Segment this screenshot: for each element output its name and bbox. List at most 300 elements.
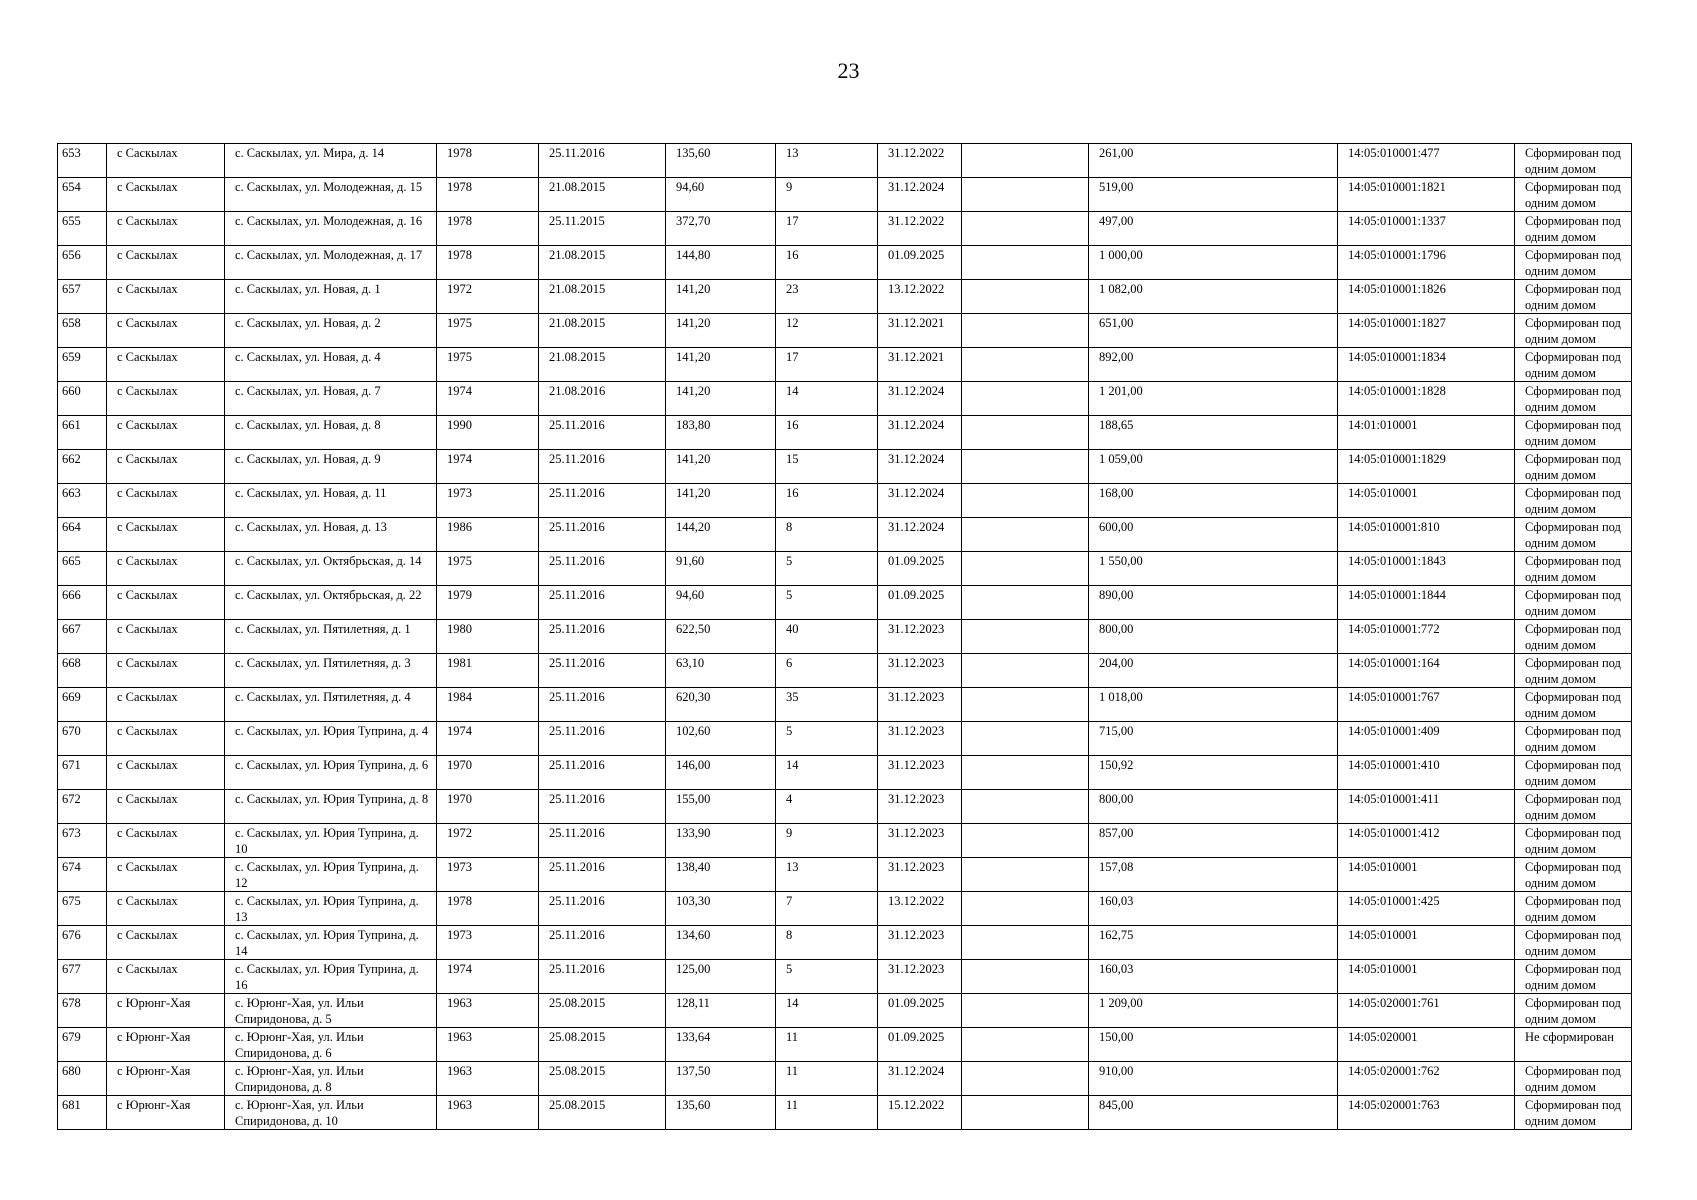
cadastral-number-cell: 14:05:010001 [1338,858,1515,892]
area-cell: 141,20 [666,280,776,314]
residents-cell: 5 [776,586,878,620]
address-cell: с. Саскылах, ул. Молодежная, д. 17 [225,246,437,280]
build-year-cell: 1972 [437,280,539,314]
deadline-cell: 31.12.2021 [878,314,962,348]
deadline-cell: 31.12.2023 [878,824,962,858]
residents-cell: 16 [776,484,878,518]
empty-cell [962,1096,1089,1130]
area-cell: 622,50 [666,620,776,654]
area-cell: 146,00 [666,756,776,790]
table-row [58,722,1632,756]
table-row [58,246,1632,280]
residents-cell: 15 [776,450,878,484]
land-status-cell: Сформирован под одним домом [1515,144,1632,178]
date-cell: 25.11.2016 [539,654,666,688]
land-status-cell: Сформирован под одним домом [1515,416,1632,450]
settlement-cell: с Саскылах [107,722,225,756]
row-number-cell: 666 [58,586,107,620]
cadastral-number-cell: 14:05:010001:477 [1338,144,1515,178]
table-row [58,212,1632,246]
row-number-cell: 653 [58,144,107,178]
land-status-cell: Сформирован под одним домом [1515,484,1632,518]
empty-cell [962,382,1089,416]
row-number-cell: 670 [58,722,107,756]
land-area-cell: 1 000,00 [1089,246,1338,280]
row-number-cell: 658 [58,314,107,348]
land-status-cell: Сформирован под одним домом [1515,858,1632,892]
address-cell: с. Юрюнг-Хая, ул. Ильи Спиридонова, д. 6 [225,1028,437,1062]
date-cell: 25.11.2016 [539,892,666,926]
deadline-cell: 01.09.2025 [878,552,962,586]
residents-cell: 13 [776,144,878,178]
date-cell: 25.11.2016 [539,586,666,620]
date-cell: 25.11.2016 [539,858,666,892]
residents-cell: 12 [776,314,878,348]
deadline-cell: 31.12.2024 [878,518,962,552]
deadline-cell: 31.12.2024 [878,1062,962,1096]
date-cell: 25.11.2016 [539,960,666,994]
row-number-cell: 655 [58,212,107,246]
address-cell: с. Саскылах, ул. Юрия Туприна, д. 12 [225,858,437,892]
cadastral-number-cell: 14:05:010001:1829 [1338,450,1515,484]
land-status-cell: Сформирован под одним домом [1515,212,1632,246]
row-number-cell: 668 [58,654,107,688]
table-row [58,144,1632,178]
deadline-cell: 31.12.2023 [878,756,962,790]
land-area-cell: 800,00 [1089,620,1338,654]
empty-cell [962,178,1089,212]
land-area-cell: 519,00 [1089,178,1338,212]
settlement-cell: с Саскылах [107,246,225,280]
address-cell: с. Саскылах, ул. Юрия Туприна, д. 16 [225,960,437,994]
build-year-cell: 1978 [437,212,539,246]
area-cell: 141,20 [666,348,776,382]
empty-cell [962,892,1089,926]
date-cell: 25.08.2015 [539,1096,666,1130]
row-number-cell: 671 [58,756,107,790]
settlement-cell: с Саскылах [107,314,225,348]
deadline-cell: 31.12.2023 [878,688,962,722]
date-cell: 25.11.2016 [539,688,666,722]
empty-cell [962,722,1089,756]
deadline-cell: 31.12.2022 [878,144,962,178]
build-year-cell: 1975 [437,348,539,382]
build-year-cell: 1975 [437,314,539,348]
row-number-cell: 681 [58,1096,107,1130]
area-cell: 135,60 [666,144,776,178]
table-row [58,790,1632,824]
settlement-cell: с Саскылах [107,926,225,960]
settlement-cell: с Саскылах [107,484,225,518]
empty-cell [962,1062,1089,1096]
build-year-cell: 1978 [437,246,539,280]
deadline-cell: 31.12.2021 [878,348,962,382]
row-number-cell: 676 [58,926,107,960]
settlement-cell: с Саскылах [107,654,225,688]
row-number-cell: 665 [58,552,107,586]
residents-cell: 11 [776,1062,878,1096]
empty-cell [962,756,1089,790]
table-row [58,654,1632,688]
area-cell: 94,60 [666,178,776,212]
empty-cell [962,348,1089,382]
cadastral-number-cell: 14:05:010001:1796 [1338,246,1515,280]
land-status-cell: Сформирован под одним домом [1515,824,1632,858]
empty-cell [962,926,1089,960]
land-area-cell: 1 082,00 [1089,280,1338,314]
residents-cell: 8 [776,926,878,960]
address-cell: с. Саскылах, ул. Мира, д. 14 [225,144,437,178]
settlement-cell: с Саскылах [107,552,225,586]
date-cell: 25.08.2015 [539,1028,666,1062]
table-row [58,178,1632,212]
empty-cell [962,994,1089,1028]
area-cell: 103,30 [666,892,776,926]
residents-cell: 16 [776,246,878,280]
page-number: 23 [837,58,860,83]
build-year-cell: 1975 [437,552,539,586]
build-year-cell: 1979 [437,586,539,620]
land-area-cell: 261,00 [1089,144,1338,178]
empty-cell [962,620,1089,654]
land-area-cell: 497,00 [1089,212,1338,246]
settlement-cell: с Саскылах [107,756,225,790]
land-area-cell: 1 550,00 [1089,552,1338,586]
date-cell: 25.08.2015 [539,1062,666,1096]
row-number-cell: 680 [58,1062,107,1096]
row-number-cell: 661 [58,416,107,450]
deadline-cell: 31.12.2024 [878,178,962,212]
cadastral-number-cell: 14:05:020001 [1338,1028,1515,1062]
date-cell: 25.11.2016 [539,756,666,790]
settlement-cell: с Саскылах [107,620,225,654]
land-status-cell: Сформирован под одним домом [1515,926,1632,960]
build-year-cell: 1974 [437,382,539,416]
land-status-cell: Сформирован под одним домом [1515,348,1632,382]
deadline-cell: 31.12.2023 [878,654,962,688]
deadline-cell: 01.09.2025 [878,246,962,280]
residents-cell: 40 [776,620,878,654]
table-row [58,450,1632,484]
row-number-cell: 677 [58,960,107,994]
settlement-cell: с Юрюнг-Хая [107,1062,225,1096]
row-number-cell: 656 [58,246,107,280]
residents-cell: 7 [776,892,878,926]
address-cell: с. Саскылах, ул. Молодежная, д. 16 [225,212,437,246]
empty-cell [962,824,1089,858]
build-year-cell: 1981 [437,654,539,688]
land-area-cell: 800,00 [1089,790,1338,824]
residents-cell: 14 [776,382,878,416]
build-year-cell: 1978 [437,178,539,212]
area-cell: 102,60 [666,722,776,756]
date-cell: 25.11.2016 [539,416,666,450]
build-year-cell: 1973 [437,484,539,518]
land-area-cell: 651,00 [1089,314,1338,348]
area-cell: 133,90 [666,824,776,858]
cadastral-number-cell: 14:05:010001 [1338,926,1515,960]
land-area-cell: 600,00 [1089,518,1338,552]
build-year-cell: 1990 [437,416,539,450]
address-cell: с. Юрюнг-Хая, ул. Ильи Спиридонова, д. 10 [225,1096,437,1130]
area-cell: 141,20 [666,314,776,348]
area-cell: 63,10 [666,654,776,688]
empty-cell [962,586,1089,620]
table-row [58,314,1632,348]
empty-cell [962,1028,1089,1062]
date-cell: 25.11.2015 [539,212,666,246]
cadastral-number-cell: 14:05:020001:761 [1338,994,1515,1028]
land-area-cell: 157,08 [1089,858,1338,892]
cadastral-number-cell: 14:05:010001:412 [1338,824,1515,858]
deadline-cell: 13.12.2022 [878,892,962,926]
row-number-cell: 679 [58,1028,107,1062]
land-status-cell: Сформирован под одним домом [1515,620,1632,654]
residents-cell: 8 [776,518,878,552]
date-cell: 25.11.2016 [539,926,666,960]
settlement-cell: с Саскылах [107,280,225,314]
land-status-cell: Сформирован под одним домом [1515,960,1632,994]
land-area-cell: 892,00 [1089,348,1338,382]
date-cell: 25.11.2016 [539,790,666,824]
area-cell: 372,70 [666,212,776,246]
cadastral-number-cell: 14:05:010001:1821 [1338,178,1515,212]
land-status-cell: Сформирован под одним домом [1515,178,1632,212]
cadastral-number-cell: 14:05:010001:1844 [1338,586,1515,620]
deadline-cell: 31.12.2023 [878,960,962,994]
build-year-cell: 1978 [437,144,539,178]
row-number-cell: 675 [58,892,107,926]
row-number-cell: 667 [58,620,107,654]
cadastral-number-cell: 14:05:010001:1337 [1338,212,1515,246]
deadline-cell: 31.12.2023 [878,722,962,756]
address-cell: с. Саскылах, ул. Октябрьская, д. 22 [225,586,437,620]
residents-cell: 23 [776,280,878,314]
area-cell: 134,60 [666,926,776,960]
date-cell: 21.08.2015 [539,246,666,280]
deadline-cell: 31.12.2023 [878,620,962,654]
table-row [58,586,1632,620]
build-year-cell: 1984 [437,688,539,722]
deadline-cell: 31.12.2023 [878,858,962,892]
empty-cell [962,518,1089,552]
residents-cell: 9 [776,178,878,212]
land-status-cell: Сформирован под одним домом [1515,892,1632,926]
area-cell: 620,30 [666,688,776,722]
cadastral-number-cell: 14:05:010001:410 [1338,756,1515,790]
residents-cell: 11 [776,1096,878,1130]
residents-cell: 11 [776,1028,878,1062]
address-cell: с. Саскылах, ул. Новая, д. 9 [225,450,437,484]
build-year-cell: 1970 [437,790,539,824]
date-cell: 25.11.2016 [539,824,666,858]
cadastral-number-cell: 14:05:010001:164 [1338,654,1515,688]
residents-cell: 35 [776,688,878,722]
table-row [58,382,1632,416]
area-cell: 155,00 [666,790,776,824]
settlement-cell: с Саскылах [107,144,225,178]
build-year-cell: 1963 [437,1096,539,1130]
build-year-cell: 1970 [437,756,539,790]
empty-cell [962,688,1089,722]
date-cell: 25.11.2016 [539,144,666,178]
settlement-cell: с Саскылах [107,382,225,416]
settlement-cell: с Юрюнг-Хая [107,1028,225,1062]
table-row [58,1028,1632,1062]
address-cell: с. Саскылах, ул. Новая, д. 1 [225,280,437,314]
cadastral-number-cell: 14:05:010001:1826 [1338,280,1515,314]
row-number-cell: 678 [58,994,107,1028]
address-cell: с. Саскылах, ул. Молодежная, д. 15 [225,178,437,212]
residents-cell: 6 [776,654,878,688]
land-area-cell: 188,65 [1089,416,1338,450]
area-cell: 133,64 [666,1028,776,1062]
row-number-cell: 674 [58,858,107,892]
address-cell: с. Саскылах, ул. Пятилетняя, д. 1 [225,620,437,654]
row-number-cell: 663 [58,484,107,518]
address-cell: с. Саскылах, ул. Новая, д. 4 [225,348,437,382]
settlement-cell: с Саскылах [107,790,225,824]
deadline-cell: 31.12.2022 [878,212,962,246]
residents-cell: 16 [776,416,878,450]
area-cell: 144,80 [666,246,776,280]
table-row [58,1096,1632,1130]
address-cell: с. Саскылах, ул. Новая, д. 8 [225,416,437,450]
deadline-cell: 01.09.2025 [878,994,962,1028]
area-cell: 141,20 [666,382,776,416]
address-cell: с. Саскылах, ул. Пятилетняя, д. 3 [225,654,437,688]
land-status-cell: Сформирован под одним домом [1515,654,1632,688]
land-area-cell: 1 059,00 [1089,450,1338,484]
land-area-cell: 160,03 [1089,892,1338,926]
empty-cell [962,314,1089,348]
settlement-cell: с Саскылах [107,824,225,858]
cadastral-number-cell: 14:05:010001:1827 [1338,314,1515,348]
address-cell: с. Саскылах, ул. Юрия Туприна, д. 14 [225,926,437,960]
residents-cell: 5 [776,722,878,756]
build-year-cell: 1974 [437,450,539,484]
area-cell: 138,40 [666,858,776,892]
table-row [58,484,1632,518]
residents-cell: 9 [776,824,878,858]
residents-cell: 5 [776,552,878,586]
land-status-cell: Сформирован под одним домом [1515,280,1632,314]
land-status-cell: Не сформирован [1515,1028,1632,1062]
address-cell: с. Юрюнг-Хая, ул. Ильи Спиридонова, д. 5 [225,994,437,1028]
table-row [58,960,1632,994]
address-cell: с. Саскылах, ул. Юрия Туприна, д. 10 [225,824,437,858]
build-year-cell: 1972 [437,824,539,858]
table-row [58,926,1632,960]
date-cell: 21.08.2015 [539,178,666,212]
land-area-cell: 910,00 [1089,1062,1338,1096]
land-area-cell: 150,92 [1089,756,1338,790]
land-area-cell: 1 209,00 [1089,994,1338,1028]
cadastral-number-cell: 14:05:020001:762 [1338,1062,1515,1096]
build-year-cell: 1974 [437,960,539,994]
table-row [58,518,1632,552]
table-row [58,824,1632,858]
empty-cell [962,144,1089,178]
settlement-cell: с Саскылах [107,518,225,552]
cadastral-number-cell: 14:05:010001:409 [1338,722,1515,756]
area-cell: 91,60 [666,552,776,586]
build-year-cell: 1963 [437,1028,539,1062]
settlement-cell: с Саскылах [107,450,225,484]
build-year-cell: 1963 [437,994,539,1028]
deadline-cell: 31.12.2024 [878,382,962,416]
table-row [58,892,1632,926]
cadastral-number-cell: 14:05:020001:763 [1338,1096,1515,1130]
settlement-cell: с Юрюнг-Хая [107,1096,225,1130]
empty-cell [962,416,1089,450]
land-area-cell: 715,00 [1089,722,1338,756]
deadline-cell: 31.12.2023 [878,790,962,824]
row-number-cell: 673 [58,824,107,858]
land-area-cell: 890,00 [1089,586,1338,620]
cadastral-number-cell: 14:05:010001:1834 [1338,348,1515,382]
date-cell: 25.11.2016 [539,722,666,756]
settlement-cell: с Саскылах [107,178,225,212]
date-cell: 25.11.2016 [539,484,666,518]
deadline-cell: 01.09.2025 [878,586,962,620]
settlement-cell: с Саскылах [107,586,225,620]
cadastral-number-cell: 14:05:010001:425 [1338,892,1515,926]
address-cell: с. Саскылах, ул. Юрия Туприна, д. 6 [225,756,437,790]
area-cell: 135,60 [666,1096,776,1130]
land-status-cell: Сформирован под одним домом [1515,552,1632,586]
area-cell: 141,20 [666,450,776,484]
cadastral-number-cell: 14:05:010001:411 [1338,790,1515,824]
deadline-cell: 31.12.2024 [878,416,962,450]
residents-cell: 5 [776,960,878,994]
address-cell: с. Саскылах, ул. Пятилетняя, д. 4 [225,688,437,722]
build-year-cell: 1978 [437,892,539,926]
date-cell: 21.08.2016 [539,382,666,416]
cadastral-number-cell: 14:05:010001:810 [1338,518,1515,552]
land-area-cell: 168,00 [1089,484,1338,518]
build-year-cell: 1980 [437,620,539,654]
data-table [57,143,1632,1130]
land-area-cell: 1 201,00 [1089,382,1338,416]
land-status-cell: Сформирован под одним домом [1515,1062,1632,1096]
area-cell: 125,00 [666,960,776,994]
table-row [58,620,1632,654]
row-number-cell: 669 [58,688,107,722]
address-cell: с. Саскылах, ул. Юрия Туприна, д. 13 [225,892,437,926]
address-cell: с. Саскылах, ул. Юрия Туприна, д. 8 [225,790,437,824]
cadastral-number-cell: 14:05:010001:1843 [1338,552,1515,586]
settlement-cell: с Саскылах [107,960,225,994]
table-row [58,994,1632,1028]
land-status-cell: Сформирован под одним домом [1515,1096,1632,1130]
land-status-cell: Сформирован под одним домом [1515,722,1632,756]
settlement-cell: с Саскылах [107,348,225,382]
row-number-cell: 660 [58,382,107,416]
residents-cell: 4 [776,790,878,824]
residents-cell: 17 [776,212,878,246]
land-status-cell: Сформирован под одним домом [1515,314,1632,348]
deadline-cell: 31.12.2024 [878,484,962,518]
settlement-cell: с Саскылах [107,416,225,450]
date-cell: 21.08.2015 [539,348,666,382]
land-area-cell: 1 018,00 [1089,688,1338,722]
row-number-cell: 657 [58,280,107,314]
land-area-cell: 160,03 [1089,960,1338,994]
address-cell: с. Саскылах, ул. Новая, д. 13 [225,518,437,552]
date-cell: 21.08.2015 [539,314,666,348]
land-status-cell: Сформирован под одним домом [1515,688,1632,722]
